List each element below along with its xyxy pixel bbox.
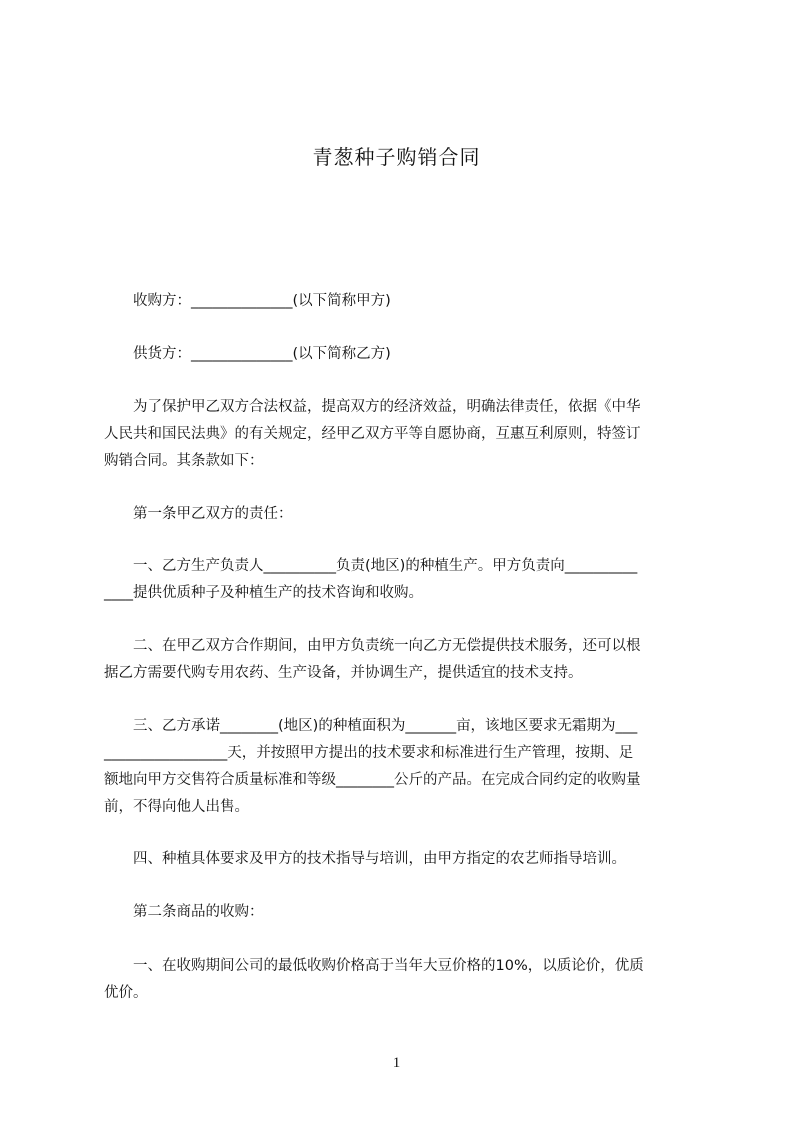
text-line: 四、种植具体要求及甲方的技术指导与培训，由甲方指定的农艺师指导培训。 [104,851,626,867]
supplier-line [104,341,702,368]
clause-1-1 [104,553,702,607]
contract-title: 青葱种子购销合同 [312,145,481,169]
page-number: 1 [392,1055,401,1071]
buyer-line [104,288,702,315]
text-line: 第二条商品的收购： [104,904,264,920]
text-line: 二、在甲乙双方合作期间，由甲方负责统一向乙方无偿提供技术服务，还可以根 [104,638,641,654]
text-line: 前，不得向他人出售。 [104,799,249,815]
text-line: 购销合同。其条款如下： [104,453,264,469]
text-line: 为了保护甲乙双方合法权益，提高双方的经济效益，明确法律责任，依据《中华 [104,399,641,415]
clause-1-2 [104,633,702,687]
text-line: 额地向甲方交售符合质量标准和等级________公斤的产品。在完成合同约定的收购量 [104,772,641,788]
text-line: 三、乙方承诺________(地区)的种植面积为_______亩，该地区要求无霜期为___ [104,718,638,734]
text-line: _________________天，并按照甲方提出的技术要求和标准进行生产管理，按期、足 [104,745,634,761]
article-2-heading [104,899,702,926]
text-line: 一、乙方生产负责人__________负责(地区)的种植生产。甲方负责向__________ [104,558,638,574]
text-line: 供货方：______________(以下简称乙方) [104,346,391,362]
clause-2-1 [104,953,702,1007]
clause-1-4 [104,846,702,873]
text-line: 收购方：______________(以下简称甲方) [104,293,391,309]
preamble-paragraph [104,394,702,475]
text-line: 人民共和国民法典》的有关规定，经甲乙双方平等自愿协商，互惠互利原则，特签订 [104,426,641,442]
text-line: ____提供优质种子及种植生产的技术咨询和收购。 [104,585,423,601]
text-line: 优价。 [104,985,148,1001]
text-line: 第一条甲乙双方的责任： [104,506,293,522]
clause-1-3 [104,713,702,821]
article-1-heading [104,501,702,528]
text-line: 据乙方需要代购专用农药、生产设备，并协调生产，提供适宜的技术支持。 [104,665,583,681]
text-line: 一、在收购期间公司的最低收购价格高于当年大豆价格的10%，以质论价，优质 [104,958,644,974]
